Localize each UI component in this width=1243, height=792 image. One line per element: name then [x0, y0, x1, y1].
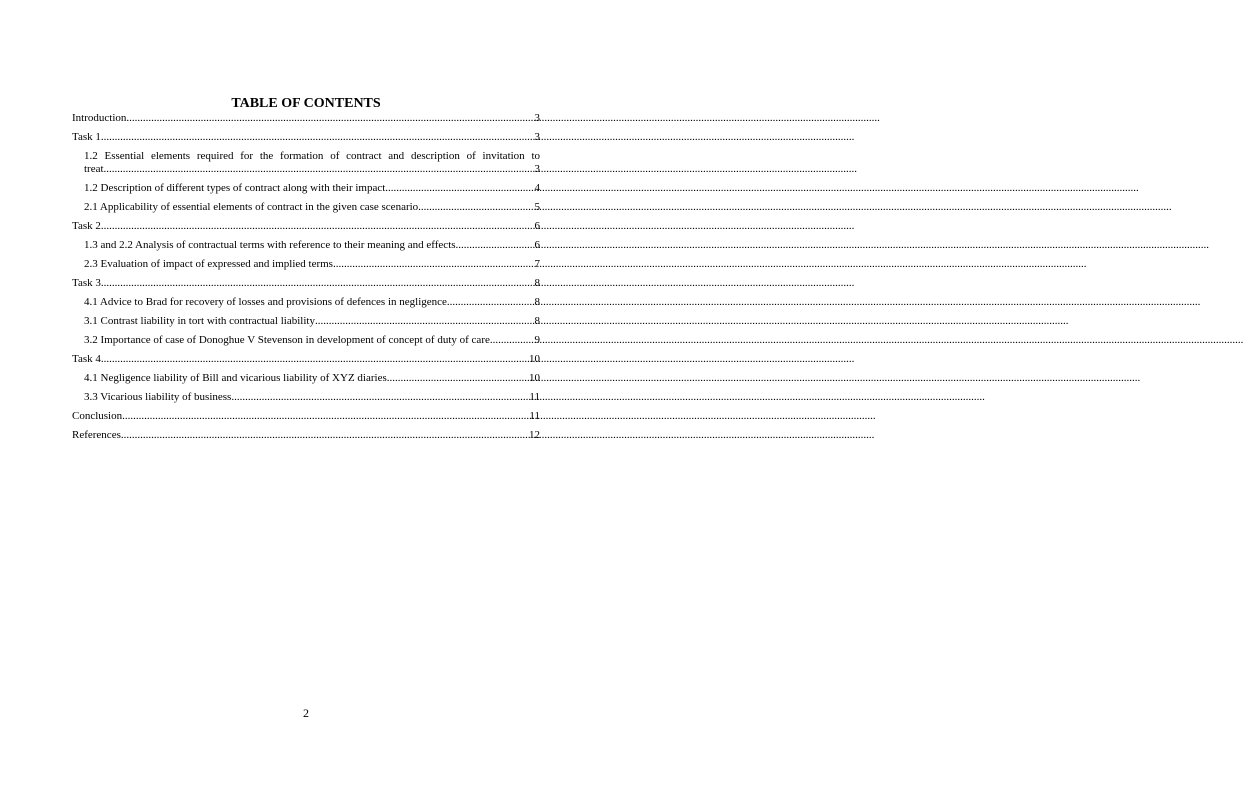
- dot-leader: [122, 410, 529, 423]
- toc-entry-task-2[interactable]: [72, 220, 540, 233]
- toc-entry-page: 11: [529, 410, 540, 422]
- dot-leader: [418, 201, 534, 214]
- toc-entry-task-1[interactable]: [72, 131, 540, 144]
- toc-entry-2-3-evaluation[interactable]: [72, 258, 540, 271]
- toc-entry-4-1-advice-to-brad[interactable]: [72, 296, 540, 309]
- toc-entry-label: Task 1: [72, 131, 101, 143]
- toc-entry-3-2-donoghue[interactable]: [72, 334, 540, 347]
- toc-entry-label: 4.1 Advice to Brad for recovery of losses and provisions of defences in negligence: [84, 296, 447, 308]
- toc-entry-label: treat: [84, 163, 104, 175]
- toc-entry-4-1-negligence-liability[interactable]: [72, 372, 540, 385]
- toc-entry-3-3-vicarious-liability[interactable]: [72, 391, 540, 404]
- toc-entry-references[interactable]: [72, 429, 540, 442]
- dot-leader: [101, 220, 535, 233]
- toc-entry-page: 12: [529, 429, 540, 441]
- toc-entry-label-line1: 1.2 Essential elements required for the formation of contract and description of invitation to: [84, 150, 540, 162]
- toc-entry-page: 7: [534, 258, 540, 270]
- toc-entry-label: 4.1 Negligence liability of Bill and vicarious liability of XYZ diaries: [84, 372, 387, 384]
- toc-entry-introduction[interactable]: [72, 112, 540, 125]
- toc-entry-1-2-essential-elements[interactable]: [72, 150, 540, 176]
- toc-entry-label: Task 4: [72, 353, 101, 365]
- toc-entry-page: 11: [529, 391, 540, 403]
- toc-entry-label: 3.2 Importance of case of Donoghue V Stevenson in development of concept of duty of care: [84, 334, 490, 346]
- toc-entry-page: 9: [534, 334, 540, 346]
- toc-entry-task-3[interactable]: [72, 277, 540, 290]
- dot-leader: [333, 258, 535, 271]
- toc-entry-1-3-2-2-analysis[interactable]: [72, 239, 540, 252]
- toc-entry-label: 2.1 Applicability of essential elements of contract in the given case scenario: [84, 201, 419, 213]
- toc-entry-page: 3: [534, 131, 540, 143]
- toc-entry-page: 6: [534, 239, 540, 251]
- toc-entry-page: 3: [534, 112, 540, 124]
- dot-leader: [315, 315, 535, 328]
- page-number: 2: [303, 706, 309, 720]
- toc-entry-1-2-types-of-contract[interactable]: [72, 182, 540, 195]
- toc-entry-label: Task 3: [72, 277, 101, 289]
- toc-entry-page: 6: [534, 220, 540, 232]
- dot-leader: [121, 429, 529, 442]
- toc-entry-2-1-applicability[interactable]: [72, 201, 540, 214]
- toc-entry-label: Task 2: [72, 220, 101, 232]
- dot-leader: [387, 372, 529, 385]
- toc-entry-page: 8: [534, 296, 540, 308]
- toc-entry-task-4[interactable]: [72, 353, 540, 366]
- dot-leader: [490, 334, 535, 347]
- dot-leader: [447, 296, 535, 309]
- toc-title: TABLE OF CONTENTS: [231, 96, 381, 111]
- toc-entry-conclusion[interactable]: [72, 410, 540, 423]
- toc-entry-label: 1.3 and 2.2 Analysis of contractual terms with reference to their meaning and effects: [84, 239, 456, 251]
- toc-entry-page: 3: [534, 163, 540, 175]
- dot-leader: [385, 182, 534, 195]
- dot-leader: [101, 277, 535, 290]
- toc-entry-label: 3.3 Vicarious liability of business: [84, 391, 232, 403]
- toc-entry-page: 10: [529, 372, 540, 384]
- dot-leader: [101, 353, 529, 366]
- toc-entry-page: 4: [534, 182, 540, 194]
- dot-leader: [101, 131, 535, 144]
- toc-entry-page: 5: [534, 201, 540, 213]
- toc-entry-page: 10: [529, 353, 540, 365]
- dot-leader: [231, 391, 529, 404]
- toc-entry-label: Introduction: [72, 112, 127, 124]
- dot-leader: [126, 112, 534, 125]
- toc-entry-label: 3.1 Contrast liability in tort with contractual liability: [84, 315, 315, 327]
- table-of-contents: [72, 112, 540, 448]
- toc-entry-3-1-contrast-liability[interactable]: [72, 315, 540, 328]
- toc-entry-page: 8: [534, 277, 540, 289]
- toc-entry-page: 8: [534, 315, 540, 327]
- dot-leader: [104, 163, 535, 176]
- toc-entry-label: References: [72, 429, 121, 441]
- dot-leader: [456, 239, 535, 252]
- toc-entry-label: Conclusion: [72, 410, 123, 422]
- toc-entry-label: 2.3 Evaluation of impact of expressed and implied terms: [84, 258, 333, 270]
- toc-entry-label: 1.2 Description of different types of contract along with their impact: [84, 182, 386, 194]
